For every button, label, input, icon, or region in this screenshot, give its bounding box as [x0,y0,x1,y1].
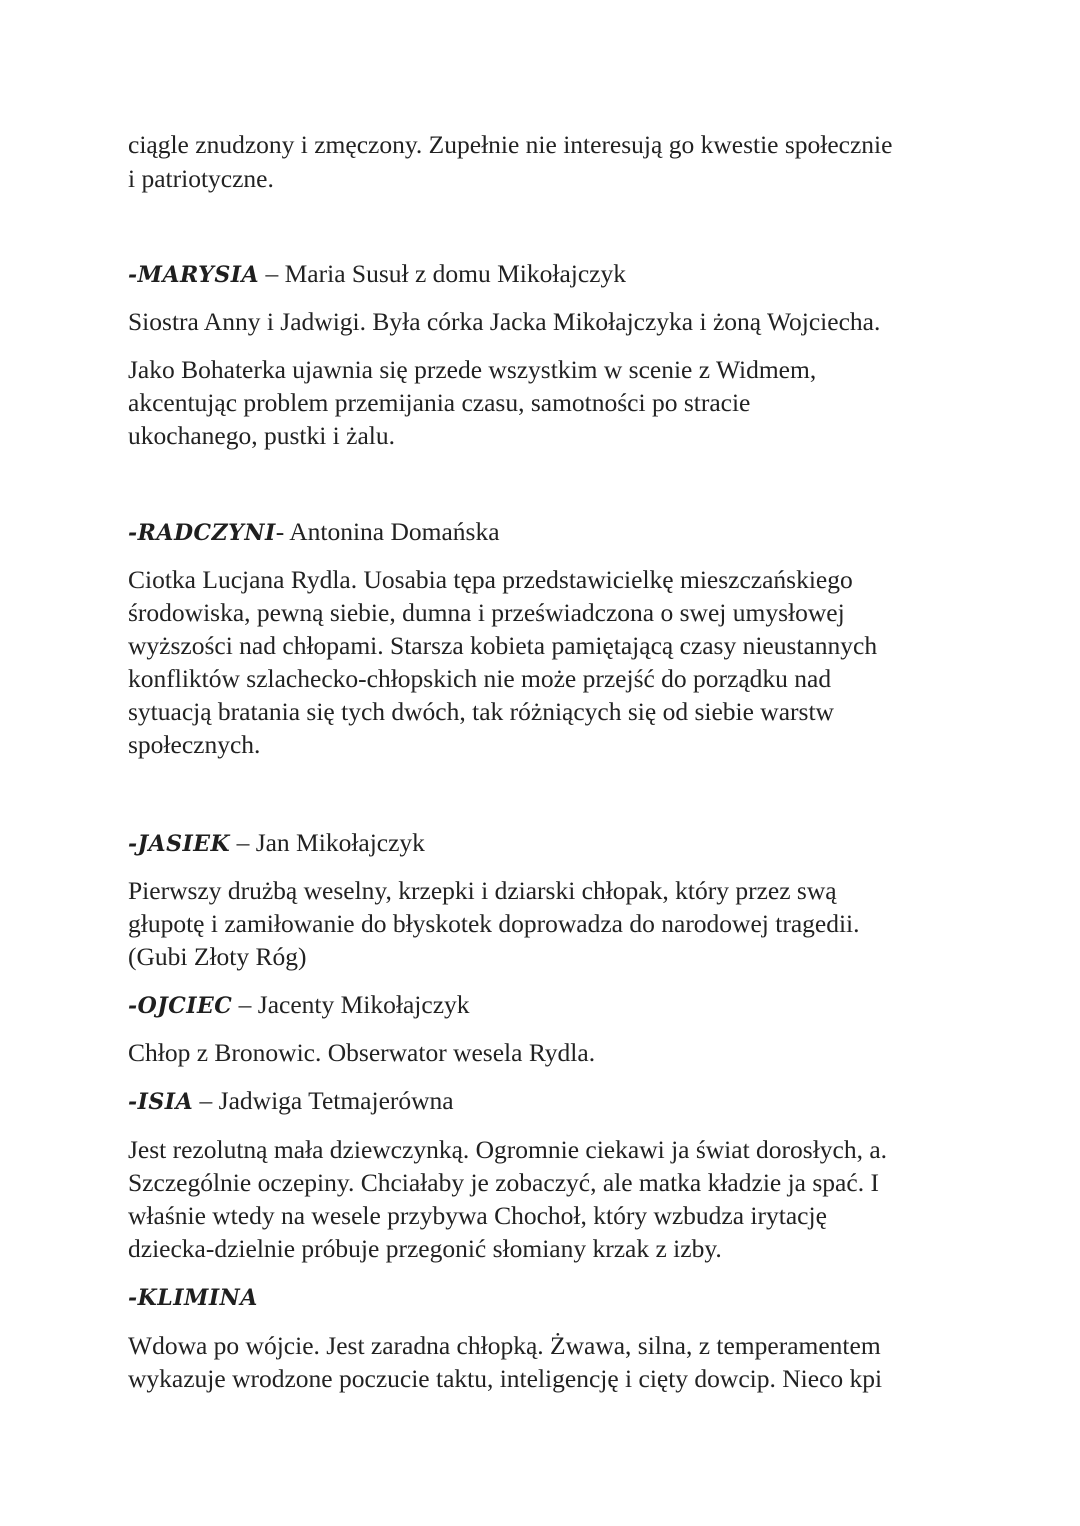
paragraph-line: wykazuje wrodzone poczucie taktu, inteligencję i cięty dowcip. Nieco kpi [128,1364,883,1393]
paragraph-line: Siostra Anny i Jadwigi. Była córka Jacka Mikołajczyka i żoną Wojciecha. [128,307,881,336]
character-title: – Maria Susuł z domu Mikołajczyk [259,259,626,288]
paragraph-line: Szczególnie oczepiny. Chciałaby je zobaczyć, ale matka kładzie ja spać. I [128,1168,879,1197]
paragraph-line: akcentując problem przemijania czasu, samotności po stracie [128,388,751,417]
character-title: - Antonina Domańska [275,517,500,546]
character-heading-isia [128,1084,988,1119]
paragraph-line: Jako Bohaterka ujawnia się przede wszystkim w scenie z Widmem, [128,355,817,384]
character-name: -MARYSIA [128,262,260,288]
paragraph-line: Pierwszy drużbą weselny, krzepki i dziarski chłopak, który przez swą [128,876,837,905]
paragraph-line: głupotę i zamiłowanie do błyskotek doprowadza do narodowej tragedii. [128,909,860,938]
character-name: -OJCIEC [128,993,233,1019]
paragraph-line: Jest rezolutną mała dziewczynką. Ogromnie ciekawi ja świat dorosłych, a. [128,1135,888,1164]
character-name: -JASIEK [128,831,231,857]
character-heading-ojciec [128,988,988,1023]
character-heading-marysia [128,257,988,292]
paragraph-line: dziecka-dzielnie próbuje przegonić słomiany krzak z izby. [128,1234,722,1263]
paragraph-line: (Gubi Złoty Róg) [128,942,307,971]
paragraph-line: społecznych. [128,730,261,759]
character-title: – Jadwiga Tetmajerówna [193,1086,454,1115]
character-title: – Jan Mikołajczyk [230,828,425,857]
character-heading-jasiek [128,826,988,861]
paragraph-line: sytuacją bratania się tych dwóch, tak różniących się od siebie warstw [128,697,834,726]
paragraph-line: wyższości nad chłopami. Starsza kobieta pamiętającą czasy nieustannych [128,631,878,660]
character-name: -RADCZYNI [128,520,276,546]
paragraph-line: Chłop z Bronowic. Obserwator wesela Rydla. [128,1038,596,1067]
paragraph-line: Wdowa po wójcie. Jest zaradna chłopką. Żwawa, silna, z temperamentem [128,1331,881,1360]
paragraph-line: ukochanego, pustki i żalu. [128,421,395,450]
paragraph-line: środowiska, pewną siebie, dumna i przeświadczona o swej umysłowej [128,598,845,627]
character-heading-klimina [128,1280,988,1315]
intro-line: i patriotyczne. [128,164,274,193]
paragraph-line: Ciotka Lucjana Rydla. Uosabia tępa przedstawicielkę mieszczańskiego [128,565,853,594]
character-name: -KLIMINA [128,1285,258,1311]
character-title: – Jacenty Mikołajczyk [232,990,470,1019]
character-heading-radczyni [128,515,988,550]
paragraph-line: konfliktów szlachecko-chłopskich nie może przejść do porządku nad [128,664,832,693]
intro-line: ciągle znudzony i zmęczony. Zupełnie nie interesują go kwestie społecznie [128,130,893,159]
paragraph-line: właśnie wtedy na wesele przybywa Chochoł, który wzbudza irytację [128,1201,827,1230]
character-name: -ISIA [128,1089,194,1115]
